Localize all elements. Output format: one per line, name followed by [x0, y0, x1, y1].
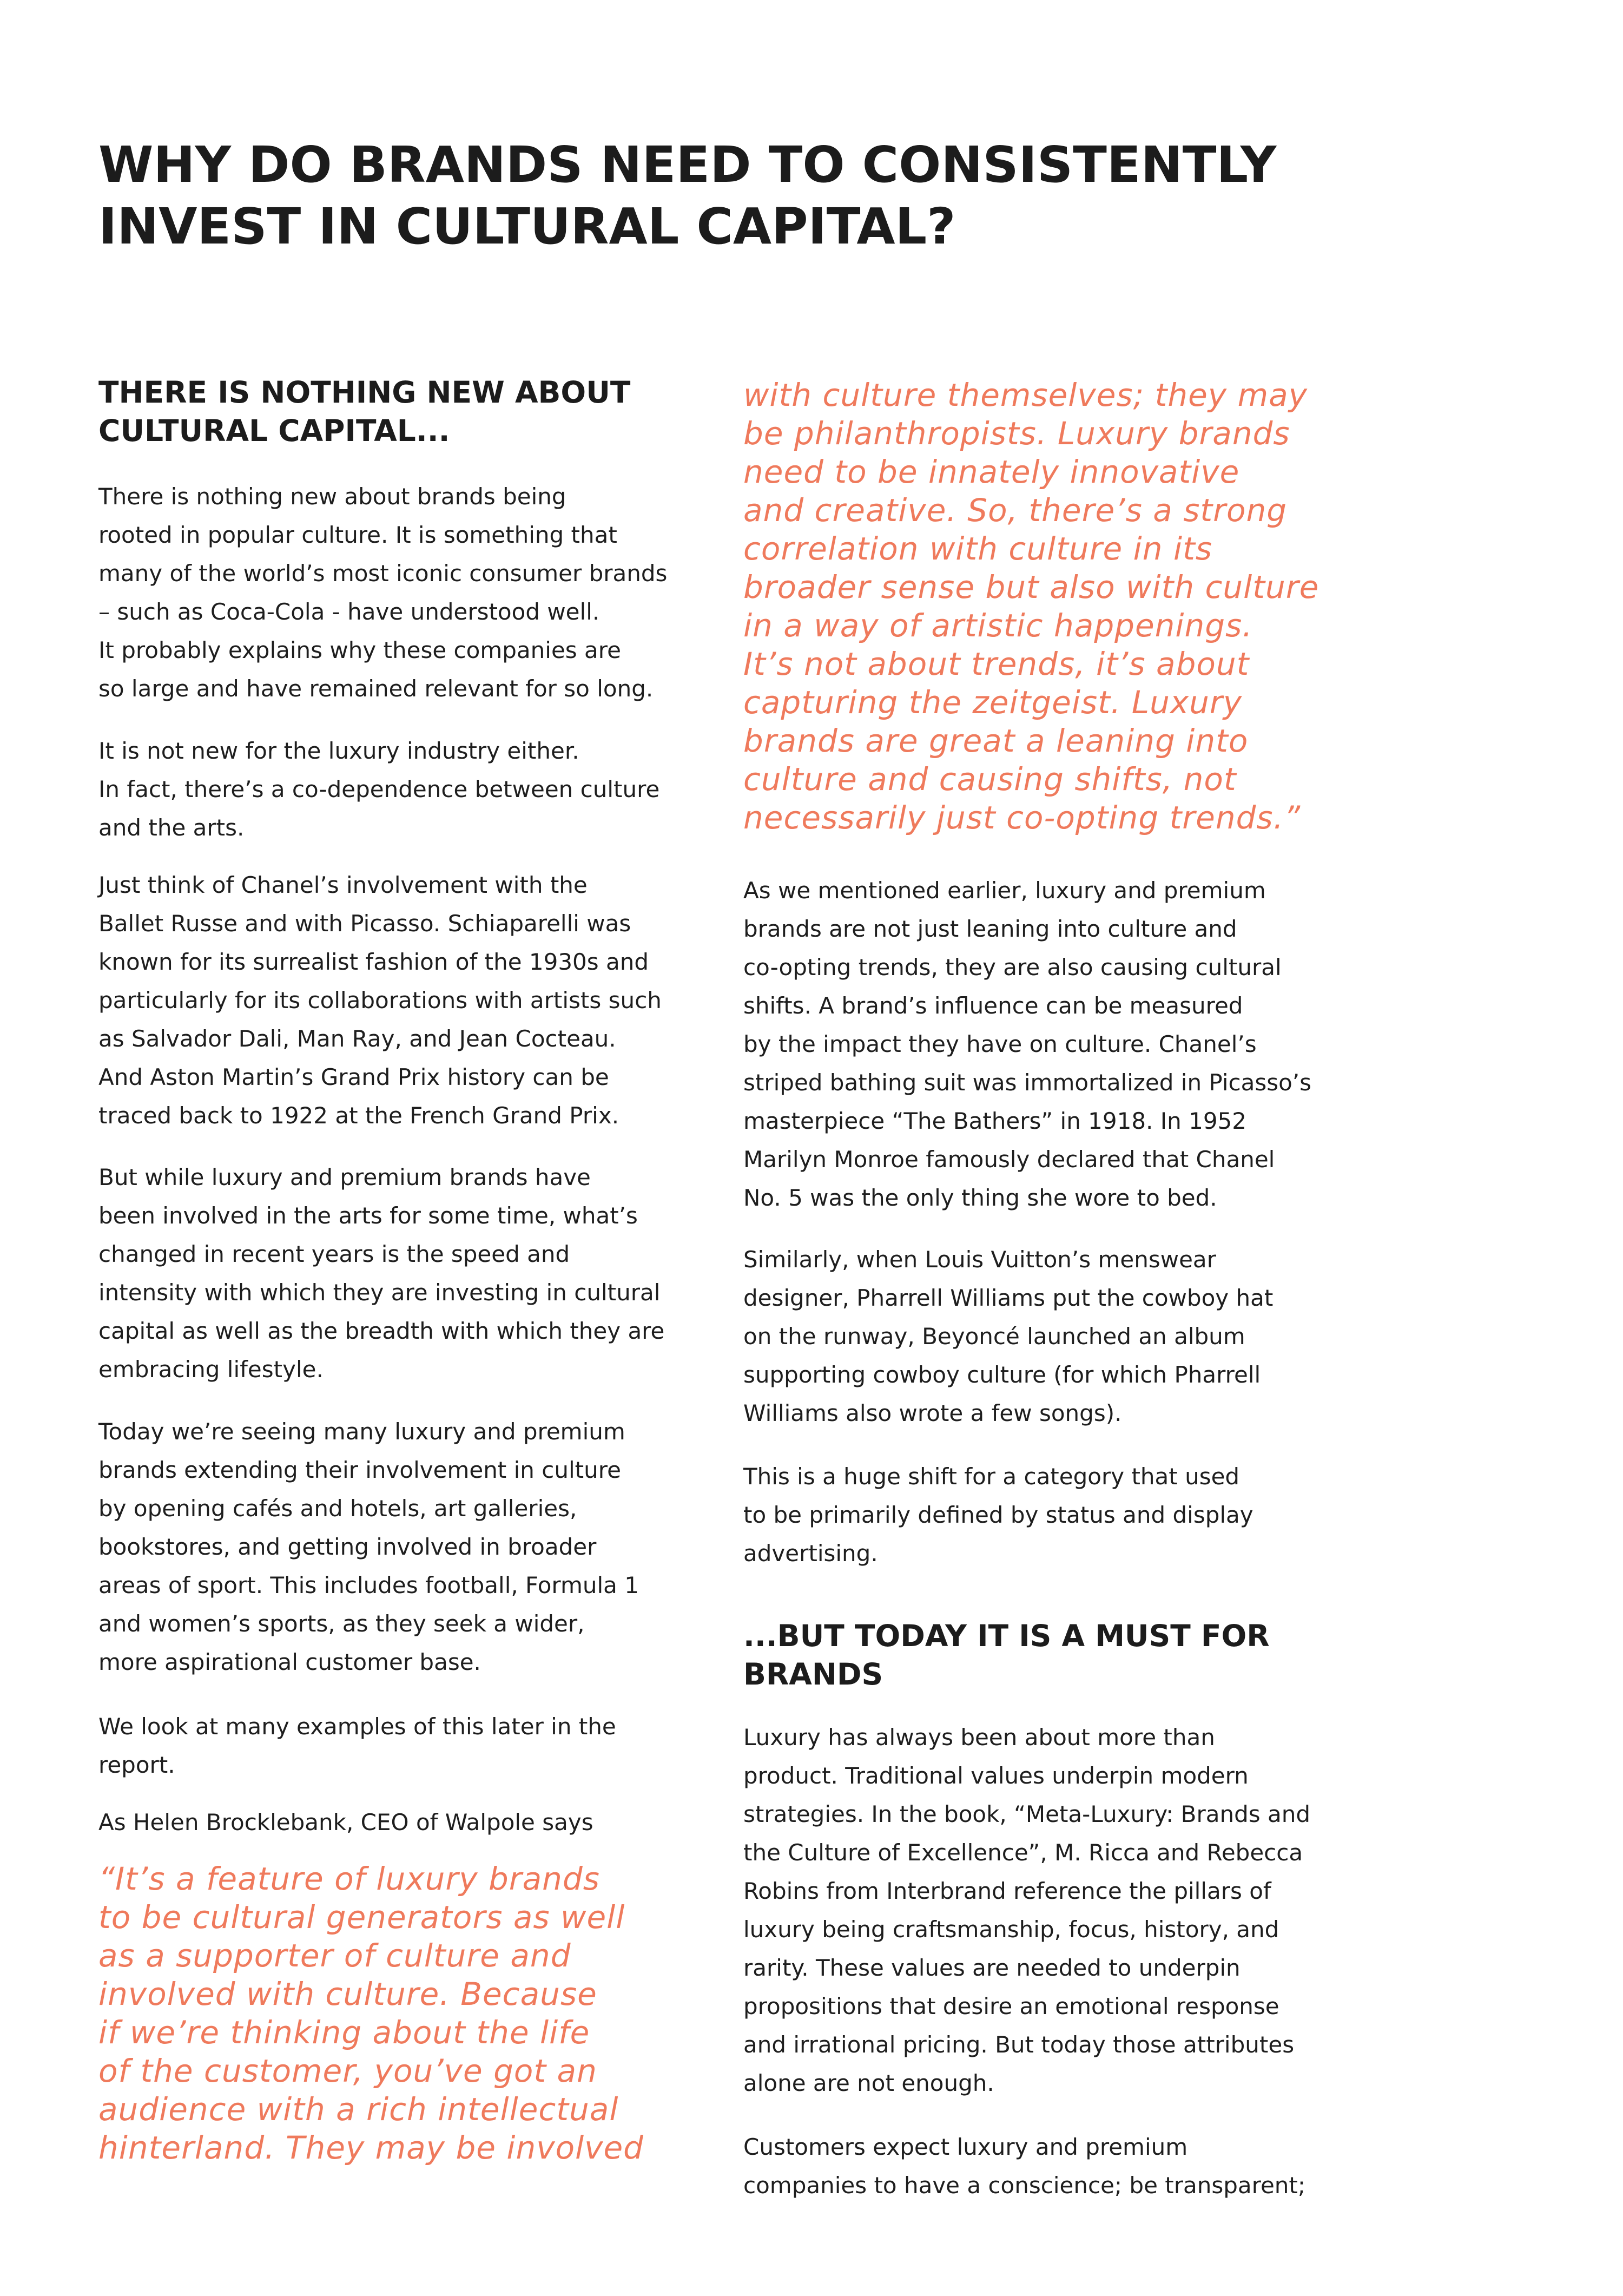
quote-line: culture and causing shifts, not — [743, 761, 1237, 798]
quote-line: necessarily just co-opting trends.” — [743, 799, 1301, 836]
quote-line: as a supporter of culture and — [98, 1937, 571, 1974]
text-line: We look at many examples of this later in the — [98, 1713, 616, 1740]
text-line: alone are not enough. — [743, 2070, 994, 2096]
text-line: areas of sport. This includes football, Formula 1 — [98, 1572, 639, 1598]
heading-line: CULTURAL CAPITAL... — [98, 413, 450, 448]
text-line: companies to have a conscience; be transparent; — [743, 2172, 1306, 2199]
quote-line: capturing the zeitgeist. Luxury — [743, 684, 1243, 721]
text-line: rarity. These values are needed to underpin — [743, 1955, 1241, 1981]
quote-line: audience with a rich intellectual — [98, 2091, 619, 2128]
pull-quote-part-1 — [98, 1860, 644, 2167]
text-line: No. 5 was the only thing she wore to bed. — [743, 1185, 1217, 1211]
text-line: striped bathing suit was immortalized in Picasso’s — [743, 1069, 1312, 1096]
text-line: changed in recent years is the speed and — [98, 1241, 570, 1267]
text-line: But while luxury and premium brands have — [98, 1164, 591, 1190]
text-line: Williams also wrote a few songs). — [743, 1400, 1122, 1426]
text-line: rooted in popular culture. It is something that — [98, 522, 617, 548]
text-line: designer, Pharrell Williams put the cowboy hat — [743, 1285, 1274, 1311]
text-line: In fact, there’s a co-dependence between culture — [98, 776, 660, 802]
paragraph-extending-involvement — [98, 1412, 639, 1681]
paragraph-intro — [98, 477, 667, 708]
text-line: more aspirational customer base. — [98, 1649, 481, 1675]
text-line: shifts. A brand’s influence can be measured — [743, 992, 1243, 1019]
text-line: and the arts. — [98, 814, 245, 841]
heading-line: BRANDS — [743, 1657, 883, 1692]
paragraph-huge-shift — [743, 1457, 1253, 1573]
text-line: masterpiece “The Bathers” in 1918. In 1952 — [743, 1108, 1246, 1134]
quote-line: broader sense but also with culture — [743, 569, 1319, 606]
paragraph-speed-intensity — [98, 1158, 664, 1389]
text-line: This is a huge shift for a category that used — [743, 1463, 1240, 1490]
text-line: embracing lifestyle. — [98, 1356, 324, 1383]
heading-line: THERE IS NOTHING NEW ABOUT — [98, 375, 631, 410]
paragraph-customers-expect — [743, 2128, 1305, 2205]
quote-line: and creative. So, there’s a strong — [743, 492, 1288, 529]
text-line: so large and have remained relevant for so long. — [98, 675, 654, 702]
text-line: Today we’re seeing many luxury and premium — [98, 1418, 625, 1445]
quote-line: “It’s a feature of luxury brands — [98, 1860, 600, 1897]
quote-line: correlation with culture in its — [743, 530, 1213, 567]
heading-line: ...BUT TODAY IT IS A MUST FOR — [743, 1619, 1270, 1653]
text-line: Just think of Chanel’s involvement with the — [98, 872, 588, 898]
text-line: by opening cafés and hotels, art galleries, — [98, 1495, 577, 1522]
text-line: intensity with which they are investing in cultural — [98, 1279, 661, 1306]
quote-line: be philanthropists. Luxury brands — [743, 415, 1290, 452]
text-line: As Helen Brocklebank, CEO of Walpole says — [98, 1809, 593, 1836]
text-line: as Salvador Dali, Man Ray, and Jean Cocteau. — [98, 1025, 616, 1052]
text-line: It probably explains why these companies are — [98, 637, 621, 663]
page-title-line-1: WHY DO BRANDS NEED TO CONSISTENTLY — [98, 136, 1277, 194]
text-line: Marilyn Monroe famously declared that Chanel — [743, 1146, 1275, 1173]
quote-line: brands are great a leaning into — [743, 722, 1249, 759]
section-heading-nothing-new — [98, 373, 630, 450]
text-line: – such as Coca-Cola - have understood well. — [98, 598, 600, 625]
text-line: Ballet Russe and with Picasso. Schiaparelli was — [98, 910, 631, 937]
quote-line: of the customer, you’ve got an — [98, 2052, 597, 2089]
quote-line: in a way of artistic happenings. — [743, 607, 1253, 644]
text-line: It is not new for the luxury industry either. — [98, 738, 579, 764]
paragraph-chanel-picasso — [98, 866, 662, 1135]
text-line: on the runway, Beyoncé launched an album — [743, 1323, 1245, 1350]
text-line: particularly for its collaborations with artists such — [98, 987, 662, 1014]
text-line: Similarly, when Louis Vuitton’s menswear — [743, 1246, 1216, 1273]
paragraph-examples-later — [98, 1707, 616, 1784]
paragraph-causing-shifts — [743, 871, 1311, 1217]
quote-line: to be cultural generators as well — [98, 1899, 625, 1936]
quote-line: It’s not about trends, it’s about — [743, 646, 1250, 682]
quote-line: hinterland. They may be involved — [98, 2129, 644, 2166]
text-line: Customers expect luxury and premium — [743, 2134, 1188, 2160]
quote-line: need to be innately innovative — [743, 453, 1240, 490]
text-line: As we mentioned earlier, luxury and premium — [743, 877, 1266, 904]
page-title-line-2: INVEST IN CULTURAL CAPITAL? — [98, 198, 956, 255]
text-line: product. Traditional values underpin modern — [743, 1762, 1249, 1789]
paragraph-luxury-more-than-product — [743, 1718, 1310, 2102]
text-line: Luxury has always been about more than — [743, 1724, 1215, 1751]
paragraph-quote-attribution — [98, 1803, 593, 1841]
pull-quote-part-2 — [743, 376, 1319, 837]
text-line: There is nothing new about brands being — [98, 483, 566, 510]
text-line: been involved in the arts for some time, what’s — [98, 1202, 638, 1229]
quote-line: if we’re thinking about the life — [98, 2014, 590, 2051]
text-line: strategies. In the book, “Meta-Luxury: Brands and — [743, 1801, 1310, 1827]
text-line: bookstores, and getting involved in broader — [98, 1534, 597, 1560]
text-line: supporting cowboy culture (for which Pharrell — [743, 1361, 1261, 1388]
page-title — [98, 134, 1343, 258]
text-line: advertising. — [743, 1540, 878, 1567]
text-line: co-opting trends, they are also causing cultural — [743, 954, 1282, 981]
text-line: traced back to 1922 at the French Grand Prix. — [98, 1102, 619, 1129]
quote-line: involved with culture. Because — [98, 1976, 597, 2012]
text-line: Robins from Interbrand reference the pillars of — [743, 1878, 1271, 1904]
section-heading-must-for-brands — [743, 1617, 1270, 1694]
text-line: report. — [98, 1752, 175, 1778]
text-line: propositions that desire an emotional response — [743, 1993, 1279, 2019]
text-line: luxury being craftsmanship, focus, history, and — [743, 1916, 1279, 1943]
text-line: the Culture of Excellence”, M. Ricca and Rebecca — [743, 1839, 1303, 1866]
text-line: and women’s sports, as they seek a wider, — [98, 1610, 585, 1637]
quote-line: with culture themselves; they may — [743, 377, 1308, 413]
text-line: capital as well as the breadth with which they are — [98, 1318, 665, 1344]
text-line: by the impact they have on culture. Chanel’s — [743, 1031, 1257, 1057]
text-line: brands are not just leaning into culture and — [743, 916, 1237, 942]
text-line: to be primarily defined by status and display — [743, 1502, 1253, 1528]
paragraph-louis-vuitton — [743, 1240, 1273, 1432]
text-line: and irrational pricing. But today those attributes — [743, 2031, 1295, 2058]
text-line: known for its surrealist fashion of the 1930s and — [98, 949, 649, 975]
text-line: brands extending their involvement in culture — [98, 1457, 621, 1483]
text-line: many of the world’s most iconic consumer brands — [98, 560, 668, 587]
paragraph-luxury-industry — [98, 732, 659, 847]
text-line: And Aston Martin’s Grand Prix history can be — [98, 1064, 609, 1090]
